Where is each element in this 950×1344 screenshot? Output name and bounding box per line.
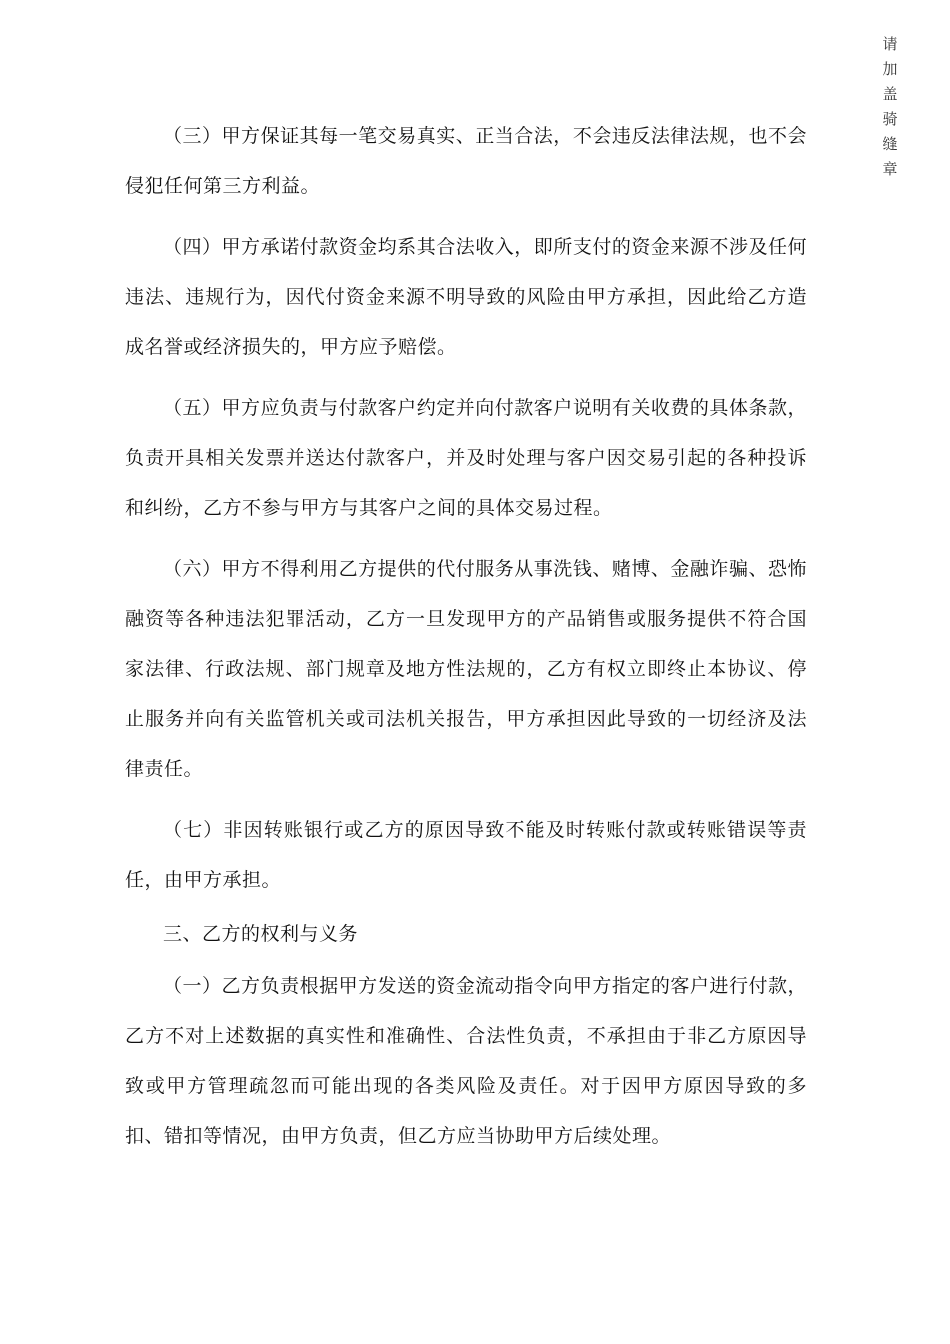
section-clause-paragraph-1: （一）乙方负责根据甲方发送的资金流动指令向甲方指定的客户进行付款，乙方不对上述数据的真实性和准确性、合法性负责，不承担由于非乙方原因导致或甲方管理疏忽而可能出现的各类风险及责任。对于因甲方原因导致的多扣、错扣等情况，由甲方负责，但乙方应当协助甲方后续处理。 [125,975,807,1147]
clause-paragraph-6: （六）甲方不得利用乙方提供的代付服务从事洗钱、赌博、金融诈骗、恐怖融资等各种违法犯罪活动，乙方一旦发现甲方的产品销售或服务提供不符合国家法律、行政法规、部门规章及地方性法规的，乙方有权立即终止本协议、停止服务并向有关监管机关或司法机关报告，甲方承担因此导致的一切经济及法律责任。 [125,558,807,780]
clause-paragraph-3: （三）甲方保证其每一笔交易真实、正当合法，不会违反法律法规，也不会侵犯任何第三方利益。 [125,125,807,197]
seal-stamp-note [878,32,902,182]
document-body [125,111,807,1161]
seal-note-char: 加 [882,60,898,78]
clause-paragraph-5: （五）甲方应负责与付款客户约定并向付款客户说明有关收费的具体条款，负责开具相关发票并送达付款客户，并及时处理与客户因交易引起的各种投诉和纠纷，乙方不参与甲方与其客户之间的具体交易过程。 [125,397,807,519]
clause-paragraph-4: （四）甲方承诺付款资金均系其合法收入，即所支付的资金来源不涉及任何违法、违规行为，因代付资金来源不明导致的风险由甲方承担，因此给乙方造成名誉或经济损失的，甲方应予赔偿。 [125,236,807,358]
seal-note-char: 章 [882,160,898,178]
seal-note-char: 盖 [882,85,898,103]
seal-note-char: 骑 [882,110,898,128]
section-heading: 三、乙方的权利与义务 [163,923,359,945]
seal-note-char: 请 [882,35,898,53]
clause-paragraph-7: （七）非因转账银行或乙方的原因导致不能及时转账付款或转账错误等责任，由甲方承担。 [125,819,807,891]
seal-note-char: 缝 [882,135,898,153]
